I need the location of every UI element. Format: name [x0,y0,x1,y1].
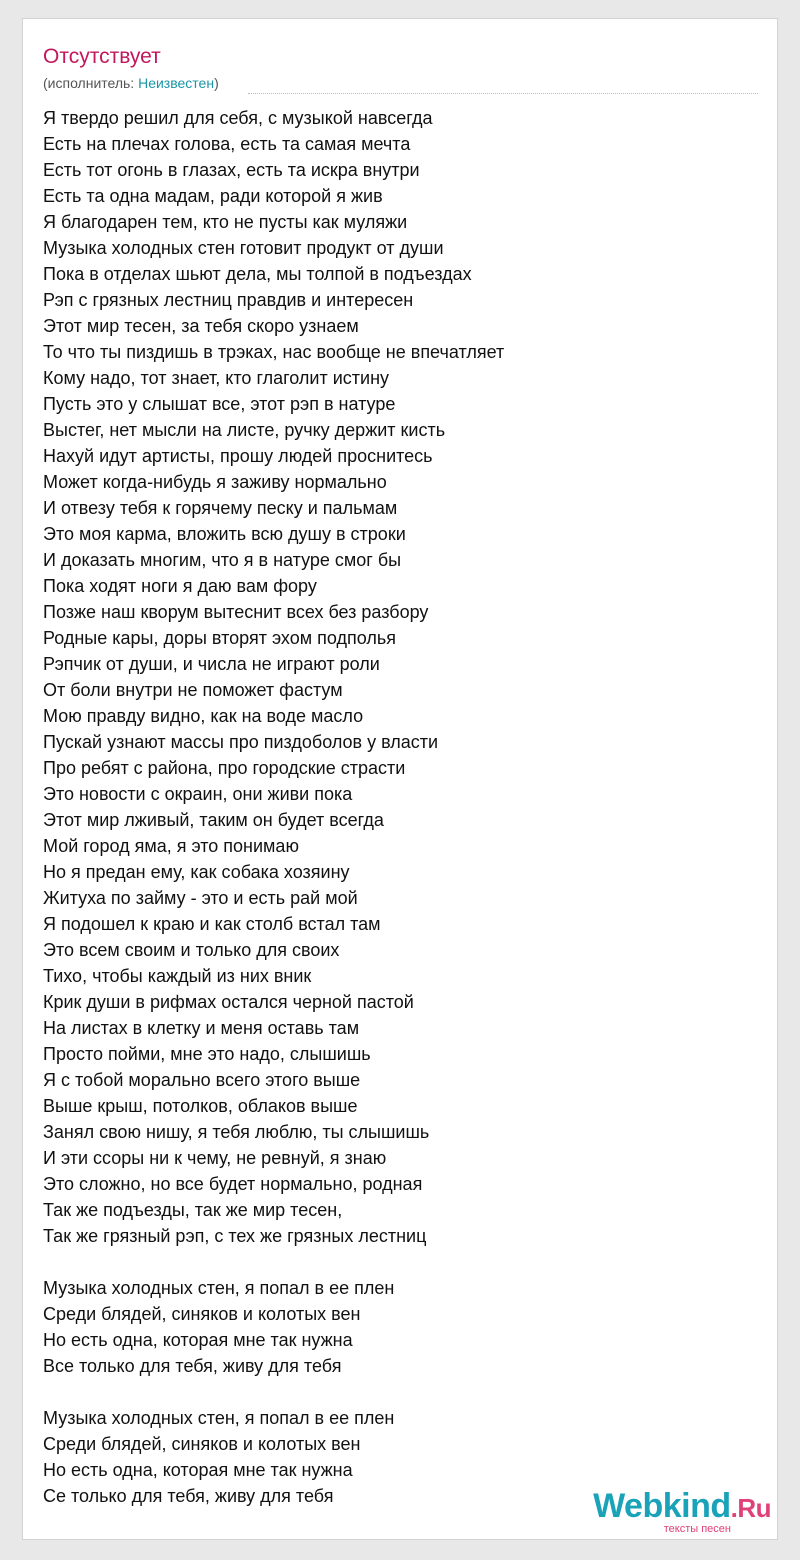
lyric-line: Так же грязный рэп, с тех же грязных лестниц [43,1226,427,1246]
lyric-line: Позже наш кворум вытеснит всех без разбору [43,602,429,622]
lyric-line: Я с тобой морально всего этого выше [43,1070,361,1090]
lyric-line: Я твердо решил для себя, с музыкой навсегда [43,108,433,128]
lyric-line: Се только для тебя, живу для тебя [43,1486,334,1506]
divider [248,93,758,94]
lyric-line: Но я предан ему, как собака хозяину [43,862,350,882]
lyric-line: Просто пойми, мне это надо, слышишь [43,1044,371,1064]
lyric-line: Есть на плечах голова, есть та самая мечта [43,134,411,154]
lyric-line: От боли внутри не поможет фастум [43,680,343,700]
lyrics-stanza [43,105,763,1249]
lyric-line: И отвезу тебя к горячему песку и пальмам [43,498,398,518]
lyric-line: Но есть одна, которая мне так нужна [43,1330,353,1350]
lyric-line: Среди блядей, синяков и колотых вен [43,1304,361,1324]
lyric-line: Этот мир тесен, за тебя скоро узнаем [43,316,359,336]
lyric-line: Все только для тебя, живу для тебя [43,1356,342,1376]
lyric-line: Музыка холодных стен, я попал в ее плен [43,1408,395,1428]
lyric-line: Пускай узнают массы про пиздоболов у власти [43,732,439,752]
logo-suffix-text: .Ru [730,1493,771,1523]
lyric-line: Житуха по займу - это и есть рай мой [43,888,358,908]
song-title: Отсутствует [43,45,161,68]
lyric-line: Тихо, чтобы каждый из них вник [43,966,312,986]
lyric-line: Этот мир лживый, таким он будет всегда [43,810,384,830]
webkind-logo[interactable] [593,1489,771,1535]
lyric-line: Есть та одна мадам, ради которой я жив [43,186,383,206]
lyric-line: Это моя карма, вложить всю душу в строки [43,524,406,544]
lyric-line: Это новости с окраин, они живи пока [43,784,353,804]
lyric-line: Занял свою нишу, я тебя люблю, ты слышишь [43,1122,430,1142]
lyric-line: Пока ходят ноги я даю вам фору [43,576,317,596]
lyric-line: Мой город яма, я это понимаю [43,836,299,856]
lyric-line: Среди блядей, синяков и колотых вен [43,1434,361,1454]
lyric-line: Может когда-нибудь я заживу нормально [43,472,387,492]
lyric-line: Я подошел к краю и как столб встал там [43,914,381,934]
artist-suffix: ) [214,75,219,91]
lyric-line: Музыка холодных стен, я попал в ее плен [43,1278,395,1298]
lyric-line: Музыка холодных стен готовит продукт от души [43,238,444,258]
lyric-line: Это сложно, но все будет нормально, родная [43,1174,423,1194]
logo-tagline: тексты песен [663,1523,731,1535]
lyric-line: Есть тот огонь в глазах, есть та искра внутри [43,160,420,180]
lyric-line: Рэпчик от души, и числа не играют роли [43,654,380,674]
lyric-line: Я благодарен тем, кто не пусты как муляжи [43,212,408,232]
lyric-line: Это всем своим и только для своих [43,940,340,960]
artist-prefix: (исполнитель: [43,75,139,91]
lyric-line: Выше крыш, потолков, облаков выше [43,1096,358,1116]
lyric-line: Кому надо, тот знает, кто глаголит истину [43,368,390,388]
lyrics-body [43,105,763,1535]
lyric-line: Но есть одна, которая мне так нужна [43,1460,353,1480]
lyric-line: Родные кары, доры вторят эхом подполья [43,628,396,648]
lyrics-stanza [43,1275,763,1379]
lyric-line: Пусть это у слышат все, этот рэп в натуре [43,394,396,414]
lyric-line: Рэп с грязных лестниц правдив и интересен [43,290,414,310]
logo-main-text: Webkind [593,1487,731,1525]
lyric-line: Крик души в рифмах остался черной пастой [43,992,414,1012]
lyric-line: Нахуй идут артисты, прошу людей проснитесь [43,446,433,466]
lyric-line: Про ребят с района, про городские страсти [43,758,406,778]
lyric-line: Пока в отделах шьют дела, мы толпой в подъездах [43,264,472,284]
lyric-line: И эти ссоры ни к чему, не ревнуй, я знаю [43,1148,387,1168]
lyric-line: То что ты пиздишь в трэках, нас вообще не впечатляет [43,342,505,362]
lyric-line: На листах в клетку и меня оставь там [43,1018,360,1038]
artist-line [43,74,219,92]
logo-wordmark [593,1489,771,1525]
lyric-line: Так же подъезды, так же мир тесен, [43,1200,343,1220]
artist-link[interactable]: Неизвестен [138,75,215,91]
lyrics-card [22,18,778,1540]
lyric-line: И доказать многим, что я в натуре смог бы [43,550,402,570]
lyric-line: Мою правду видно, как на воде масло [43,706,364,726]
lyric-line: Выстег, нет мысли на листе, ручку держит кисть [43,420,446,440]
